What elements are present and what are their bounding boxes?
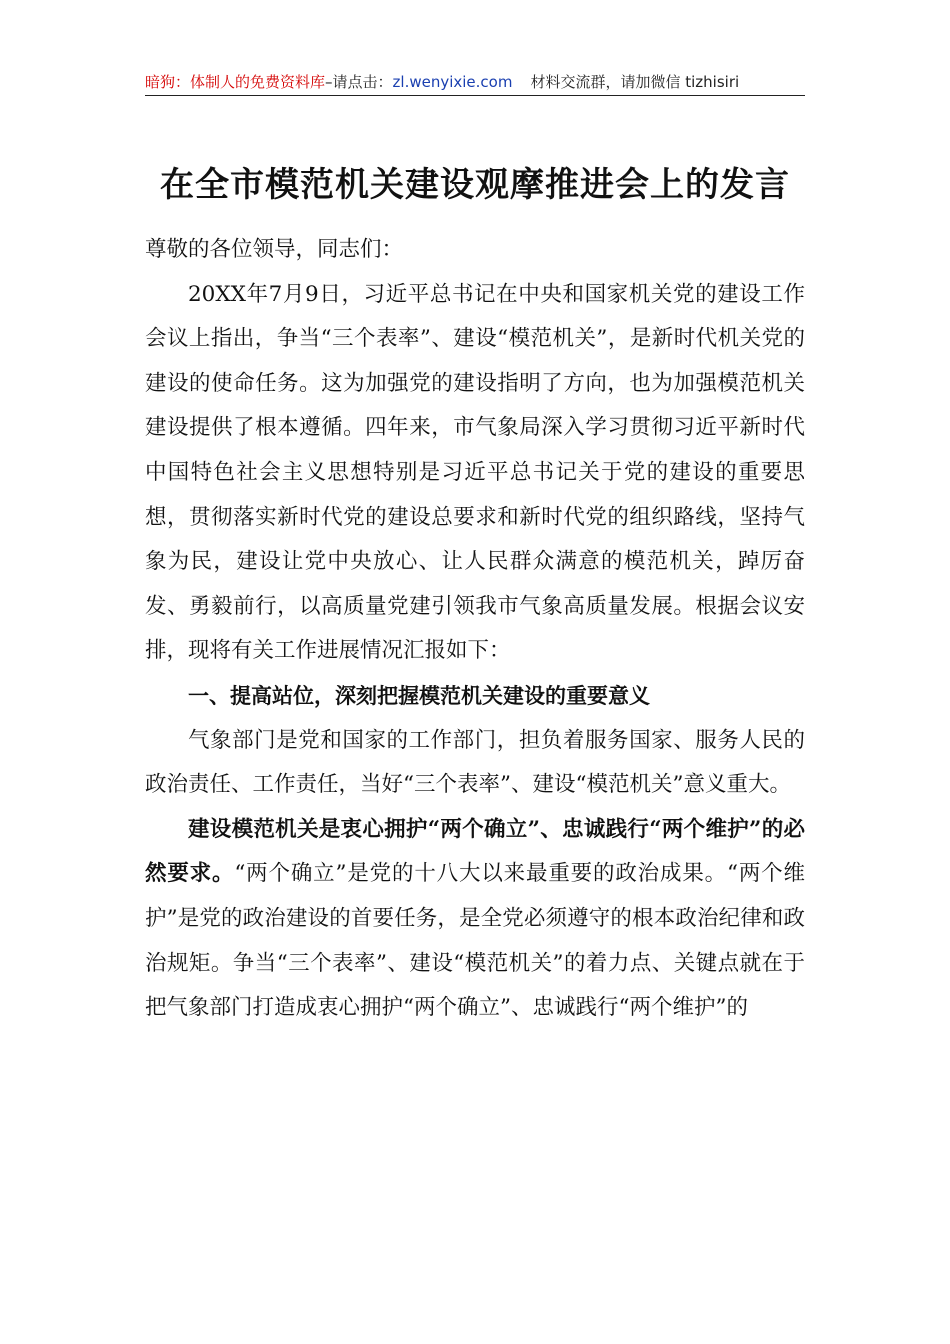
header-divider bbox=[145, 95, 805, 96]
header-contact: 材料交流群，请加微信 tizhisiri bbox=[530, 73, 740, 91]
header-url-link[interactable]: zl.wenyixie.com bbox=[392, 73, 513, 91]
section-paragraph: 气象部门是党和国家的工作部门，担负着服务国家、服务人民的政治责任、工作责任，当好“三个表率”、建设“模范机关”意义重大。 bbox=[145, 727, 805, 798]
section-heading: 一、提高站位，深刻把握模范机关建设的重要意义 bbox=[188, 683, 650, 708]
salutation: 尊敬的各位领导，同志们： bbox=[145, 237, 404, 262]
intro-paragraph: 20XX年7月9日，习近平总书记在中央和国家机关党的建设工作会议上指出，争当“三个表率”、建设“模范机关”，是新时代机关党的建设的使命任务。这为加强党的建设指明了方向，也为加强模范机关建设提供了根本遵循。四年来，市气象局深入学习贯彻习近平新时代中国特色社会主义思想特别是习近平总书记关于党的建设的重要思想，贯彻落实新时代党的建设总要求和新时代党的组织路线，坚持气象为民，建设让党中央放心、让人民群众满意的模范机关，踔厉奋发、勇毅前行，以高质量党建引领我市气象高质量发展。根据会议安排，现将有关工作进展情况汇报如下： bbox=[145, 281, 805, 664]
document-body bbox=[145, 228, 805, 1031]
document-header bbox=[145, 70, 805, 94]
point-lead-sentence: 建设模范机关是衷心拥护“两个确立”、忠诚践行“两个维护”的必然要求。 bbox=[145, 816, 805, 887]
header-click-prompt: –请点击： bbox=[325, 73, 393, 91]
point-paragraph bbox=[145, 808, 805, 1031]
point-body-text: “两个确立”是党的十八大以来最重要的政治成果。“两个维护”是党的政治建设的首要任务，是全党必须遵守的根本政治纪律和政治规矩。争当“三个表率”、建设“模范机关”的着力点、关键点就在于把气象部门打造成衷心拥护“两个确立”、忠诚践行“两个维护”的 bbox=[145, 861, 805, 1021]
header-site-name: 暗狗：体制人的免费资料库 bbox=[145, 73, 326, 91]
document-title: 在全市模范机关建设观摩推进会上的发言 bbox=[160, 165, 790, 205]
